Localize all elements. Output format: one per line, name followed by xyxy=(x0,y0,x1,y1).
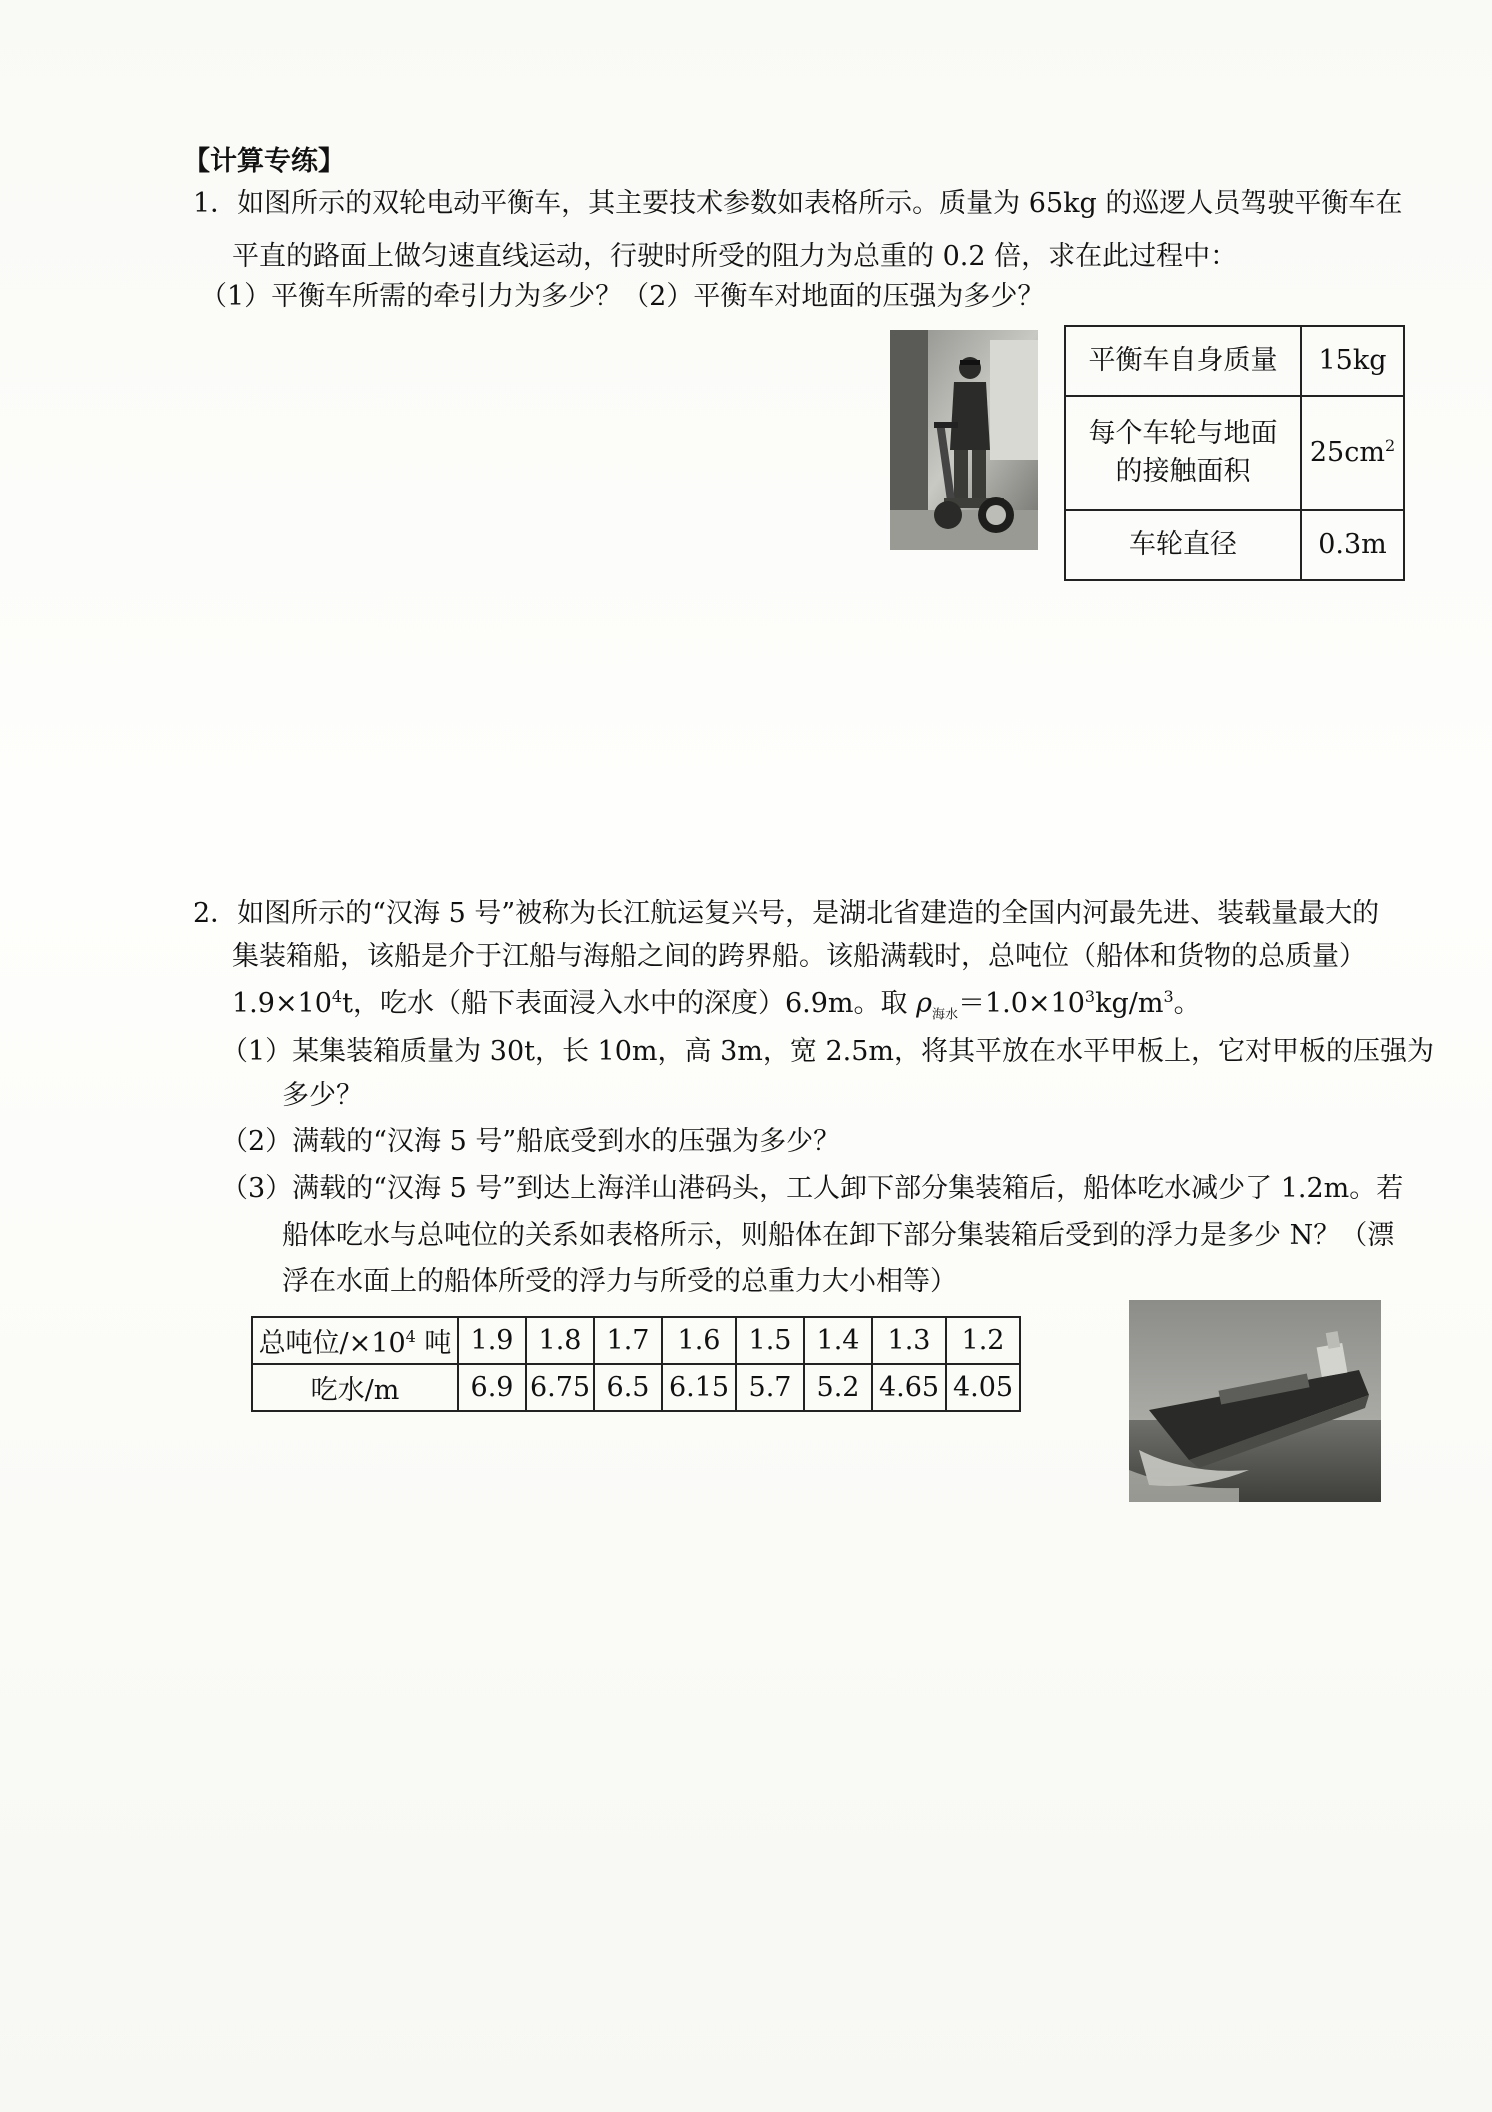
tonnage-draft-table xyxy=(251,1316,1021,1412)
section-heading: 【计算专练】 xyxy=(183,146,345,177)
ship-photo xyxy=(1129,1300,1381,1502)
tonnage-cell: 1.7 xyxy=(594,1317,662,1364)
tonnage-exponent: 4 xyxy=(331,987,343,1006)
draft-cell: 5.7 xyxy=(736,1364,804,1411)
spec-value-diameter: 0.3m xyxy=(1301,510,1404,580)
contact-area-number: 25cm xyxy=(1309,437,1385,468)
tonnage-label-exponent: 4 xyxy=(405,1327,416,1346)
sentence-end: 。 xyxy=(1173,988,1201,1019)
density-exponent: 3 xyxy=(1084,987,1096,1006)
spec-label-contact-area-line1: 每个车轮与地面 xyxy=(1088,418,1278,449)
q1-line-1: 1．如图所示的双轮电动平衡车，其主要技术参数如表格所示。质量为 65kg 的巡逻人员驾驶平衡车在 xyxy=(193,188,1403,219)
draft-text: t，吃水（船下表面浸入水中的深度）6.9m。取 xyxy=(342,988,917,1019)
spec-value-mass: 15kg xyxy=(1301,326,1404,396)
tonnage-label-unit: 吨 xyxy=(415,1328,452,1359)
tonnage-cell: 1.6 xyxy=(662,1317,736,1364)
table-row-tonnage xyxy=(252,1317,1020,1364)
tonnage-row-label xyxy=(252,1317,458,1364)
tonnage-label-text: 总吨位/×10 xyxy=(258,1328,406,1359)
q2-part1-line2: 多少？ xyxy=(282,1080,363,1111)
q2-line-2: 集装箱船，该船是介于江船与海船之间的跨界船。该船满载时，总吨位（船体和货物的总质量） xyxy=(232,941,1366,972)
table-row xyxy=(1065,326,1404,396)
contact-area-exponent: 2 xyxy=(1384,436,1396,455)
spec-label-diameter: 车轮直径 xyxy=(1065,510,1301,580)
q2-part1-line1: （1）某集装箱质量为 30t，长 10m，高 3m，宽 2.5m，将其平放在水平甲板上，它对甲板的压强为 xyxy=(221,1036,1434,1067)
q2-part3-line1: （3）满载的“汉海 5 号”到达上海洋山港码头，工人卸下部分集装箱后，船体吃水减少了 1.2m。若 xyxy=(221,1173,1404,1204)
balance-car-spec-table xyxy=(1064,325,1405,581)
ship-illustration xyxy=(1129,1300,1381,1502)
q2-line-3 xyxy=(232,985,1201,1023)
tonnage-cell: 1.8 xyxy=(526,1317,594,1364)
tonnage-cell: 1.5 xyxy=(736,1317,804,1364)
balance-car-photo xyxy=(890,330,1038,550)
spec-label-contact-area xyxy=(1065,396,1301,510)
draft-cell: 4.05 xyxy=(946,1364,1020,1411)
q2-part3-line3: 浮在水面上的船体所受的浮力与所受的总重力大小相等） xyxy=(282,1266,957,1297)
density-unit-exponent: 3 xyxy=(1163,987,1174,1006)
q2-part3-line2: 船体吃水与总吨位的关系如表格所示，则船体在卸下部分集装箱后受到的浮力是多少 N？（漂 xyxy=(282,1220,1395,1251)
tonnage-cell: 1.2 xyxy=(946,1317,1020,1364)
spec-label-contact-area-line2: 的接触面积 xyxy=(1115,456,1251,487)
rho-subscript: 海水 xyxy=(931,1007,958,1023)
draft-row-label: 吃水/m xyxy=(252,1364,458,1411)
rho-symbol: ρ xyxy=(916,988,932,1019)
table-row xyxy=(1065,396,1404,510)
q1-line-2: 平直的路面上做匀速直线运动，行驶时所受的阻力为总重的 0.2 倍，求在此过程中： xyxy=(232,241,1238,272)
tonnage-base: 1.9×10 xyxy=(232,988,332,1019)
tonnage-cell: 1.3 xyxy=(872,1317,946,1364)
table-row xyxy=(1065,510,1404,580)
density-value: ＝1.0×10 xyxy=(957,988,1085,1019)
draft-cell: 5.2 xyxy=(804,1364,872,1411)
tonnage-cell: 1.9 xyxy=(458,1317,526,1364)
spec-label-mass: 平衡车自身质量 xyxy=(1065,326,1301,396)
balance-car-illustration xyxy=(890,330,1038,550)
q1-line-3: （1）平衡车所需的牵引力为多少？（2）平衡车对地面的压强为多少？ xyxy=(200,281,1045,312)
q2-line-1: 2．如图所示的“汉海 5 号”被称为长江航运复兴号，是湖北省建造的全国内河最先进、装载量最大的 xyxy=(193,898,1380,929)
tonnage-cell: 1.4 xyxy=(804,1317,872,1364)
table-row-draft xyxy=(252,1364,1020,1411)
draft-cell: 6.15 xyxy=(662,1364,736,1411)
draft-cell: 6.5 xyxy=(594,1364,662,1411)
density-unit: kg/m xyxy=(1095,988,1164,1019)
spec-value-contact-area xyxy=(1301,396,1404,510)
draft-cell: 6.75 xyxy=(526,1364,594,1411)
q2-part2: （2）满载的“汉海 5 号”船底受到水的压强为多少？ xyxy=(221,1126,841,1157)
draft-cell: 4.65 xyxy=(872,1364,946,1411)
draft-cell: 6.9 xyxy=(458,1364,526,1411)
